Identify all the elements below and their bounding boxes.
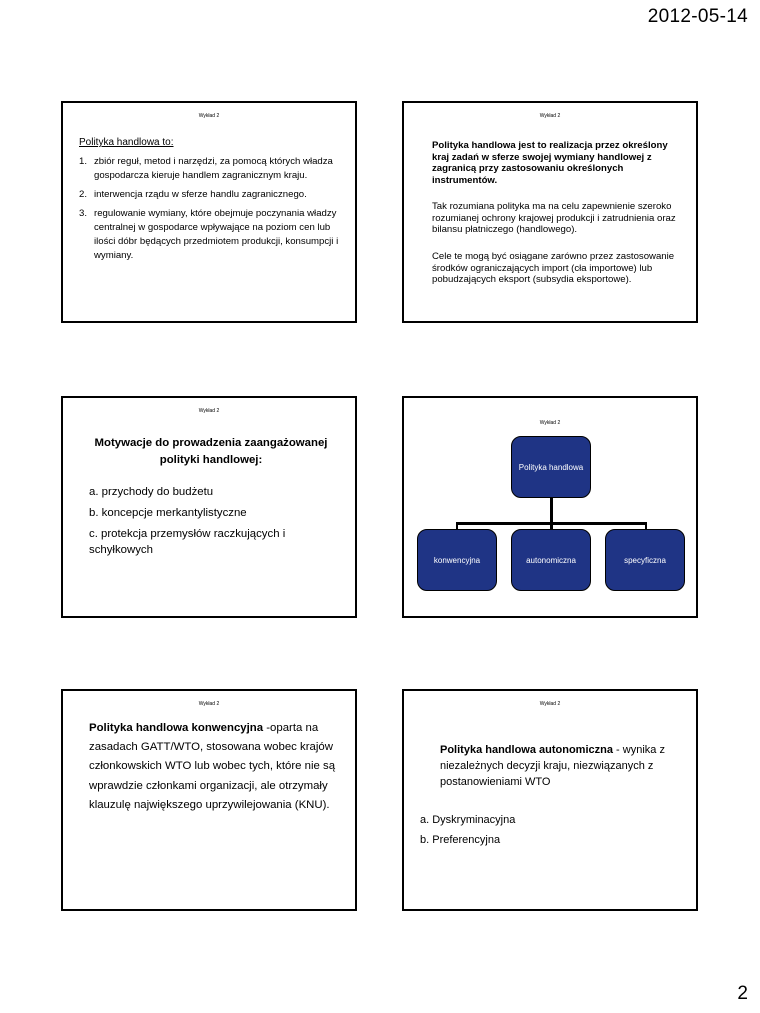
slide-5 — [61, 689, 357, 911]
slide-header: Wykład 2 — [198, 408, 220, 414]
body-text: - wynika z niezależnych decyzji kraju, niezwiązanych z postanowieniami WTO — [440, 744, 665, 788]
slide-3 — [61, 396, 357, 618]
list-item: b. koncepcje merkantylistyczne — [89, 507, 247, 519]
diagram-node-autonomiczna: autonomiczna — [511, 529, 591, 591]
item-text: zbiór reguł, metod i narzędzi, za pomocą których władza gospodarcza kieruje handlem zagranicznym kraju. — [94, 156, 333, 181]
list-item: c. protekcja przemysłów raczkujących i schyłkowych — [89, 528, 286, 556]
slide-header: Wykład 2 — [198, 113, 220, 119]
slide-header: Wykład 2 — [539, 113, 561, 119]
slide-title: Polityka handlowa to: — [79, 137, 174, 148]
connector-line — [456, 522, 646, 525]
page-number: 2 — [737, 983, 748, 1004]
list-item — [79, 207, 339, 263]
bold-lead: Polityka handlowa konwencyjna — [89, 722, 264, 734]
diagram-node-konwencyjna: konwencyjna — [417, 529, 497, 591]
slide-body — [440, 742, 690, 790]
list-item: b. Preferencyjna — [420, 834, 501, 846]
body-text: -oparta na zasadach GATT/WTO, stosowana wobec krajów członkowskich WTO lub wobec tych, które nie są wprawdzie członkami organizacji, ale otrzymały klauzulę największego uprzywilejowania (KNU). — [89, 722, 336, 811]
slide-header: Wykład 2 — [539, 420, 561, 426]
slide-2 — [402, 101, 698, 323]
item-number: 1. — [79, 156, 88, 167]
slide-4 — [402, 396, 698, 618]
slide-6 — [402, 689, 698, 911]
diagram-node-specyficzna: specyficzna — [605, 529, 685, 591]
item-number: 3. — [79, 208, 88, 219]
item-number: 2. — [79, 189, 88, 200]
bold-lead: Polityka handlowa autonomiczna — [440, 744, 613, 756]
list-item: a. przychody do budżetu — [89, 486, 214, 498]
goal-paragraph: Tak rozumiana polityka ma na celu zapewnienie szeroko rozumianej ochrony krajowej produkcji i zatrudnienia oraz bilansu płatniczego (handlowego). — [432, 201, 676, 235]
definition-paragraph: Polityka handlowa jest to realizacja przez określony kraj zadań w sferze swojej wymiany handlowej z zagranicą przy zastosowaniu określonych instrumentów. — [432, 140, 668, 186]
slide-body — [89, 719, 345, 815]
slide-header: Wykład 2 — [539, 701, 561, 707]
item-text: regulowanie wymiany, które obejmuje poczynania władzy centralnej w gospodarce wpływające na poziom cen lub ilości dóbr będących przedmiotem produkcji, konsumpcji i wymiany. — [94, 208, 339, 261]
list-item — [79, 188, 339, 202]
slide-header: Wykład 2 — [198, 701, 220, 707]
definition-list — [79, 155, 339, 268]
list-item — [79, 155, 339, 183]
diagram-root-node: Polityka handlowa — [511, 436, 591, 498]
page-date: 2012-05-14 — [647, 6, 748, 27]
slide-1 — [61, 101, 357, 323]
means-paragraph: Cele te mogą być osiągane zarówno przez zastosowanie środków ograniczających import (cła importowe) lub pobudzających eksport (subsydia eksportowe). — [432, 251, 675, 285]
list-item: a. Dyskryminacyjna — [420, 814, 516, 826]
slide-heading: Motywacje do prowadzenia zaangażowanej polityki handlowej: — [94, 437, 328, 466]
item-text: interwencja rządu w sferze handlu zagranicznego. — [94, 189, 307, 200]
